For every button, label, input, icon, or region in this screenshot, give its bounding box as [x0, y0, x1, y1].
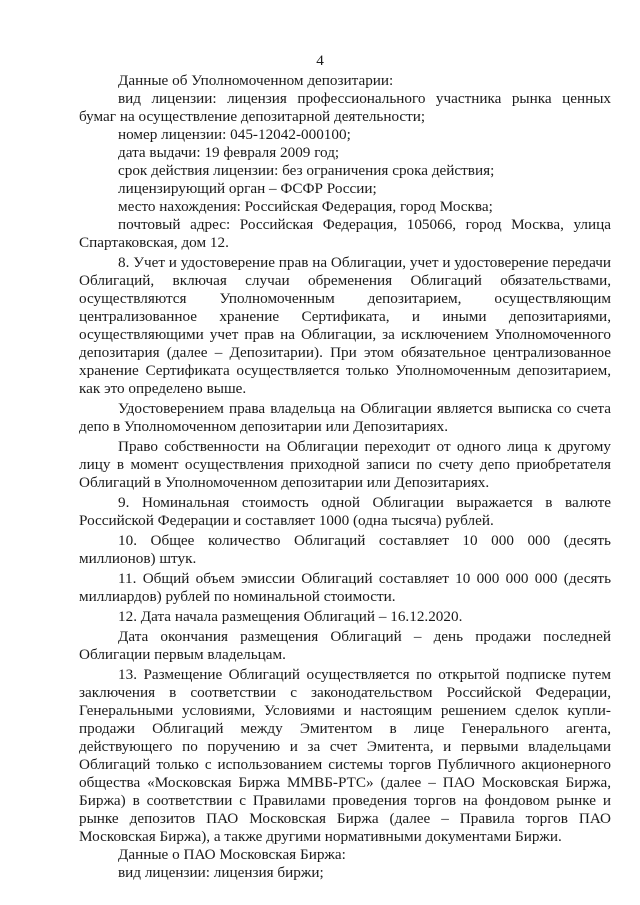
paragraph-section-8: 8. Учет и удостоверение прав на Облигации, учет и удостоверение передачи Облигаций, включая случаи обременения Облигаций обязательствами, осуществляются Уполномоченным депозитарием, осуществляющим централизованное хранение Сертификата, и иными депозитариями, осуществляющими учет прав на Облигации, за исключением Уполномоченного депозитария (далее – Депозитарии). При этом обязательное централизованное хранение Сертификата осуществляется только Уполномоченным депозитарием, как это определено выше.	[79, 254, 611, 397]
paragraph-exchange-license-type: вид лицензии: лицензия биржи;	[118, 864, 324, 881]
paragraph-ownership-transfer: Право собственности на Облигации переходит от одного лица к другому лицу в момент осуществления приходной записи по счету депо приобретателя Облигаций в Уполномоченном депозитарии или Депозитариях.	[79, 438, 611, 491]
paragraph-location: место нахождения: Российская Федерация, город Москва;	[118, 198, 493, 215]
paragraph-section-9: 9. Номинальная стоимость одной Облигации выражается в валюте Российской Федерации и составляет 1000 (одна тысяча) рублей.	[79, 494, 611, 529]
paragraph-placement-end: Дата окончания размещения Облигаций – день продажи последней Облигации первым владельцам.	[79, 628, 611, 663]
paragraph-section-12: 12. Дата начала размещения Облигаций – 16.12.2020.	[118, 608, 463, 625]
document-body	[79, 72, 611, 882]
paragraph-license-term: срок действия лицензии: без ограничения срока действия;	[118, 162, 495, 179]
paragraph-postal-address: почтовый адрес: Российская Федерация, 105066, город Москва, улица Спартаковская, дом 12.	[79, 216, 611, 251]
paragraph-licensing-authority: лицензирующий орган – ФСФР России;	[118, 180, 377, 197]
paragraph-section-13: 13. Размещение Облигаций осуществляется по открытой подписке путем заключения в соответствии с законодательством Российской Федерации, Генеральными условиями, Условиями и настоящим решением сделок купли-продажи Облигаций между Эмитентом в лице Генерального агента, действующего по поручению и за счет Эмитента, и первыми владельцами Облигаций только с использованием системы торгов Публичного акционерного общества «Московская Биржа ММВБ-РТС» (далее – ПАО Московская Биржа, Биржа) в соответствии с Правилами проведения торгов на фондовом рынке и рынке депозитов ПАО Московская Биржа (далее – Правила торгов ПАО Московская Биржа), а также другими нормативными документами Биржи.	[79, 666, 611, 845]
paragraph-section-10: 10. Общее количество Облигаций составляет 10 000 000 (десять миллионов) штук.	[79, 532, 611, 567]
paragraph-exchange-heading: Данные о ПАО Московская Биржа:	[118, 846, 346, 863]
paragraph-issue-date: дата выдачи: 19 февраля 2009 год;	[118, 144, 340, 161]
page-number: 4	[316, 52, 324, 69]
paragraph-section-11: 11. Общий объем эмиссии Облигаций составляет 10 000 000 000 (десять миллиардов) рублей по номинальной стоимости.	[79, 570, 611, 605]
paragraph-ownership-proof: Удостоверением права владельца на Облигации является выписка со счета депо в Уполномоченном депозитарии или Депозитариях.	[79, 400, 611, 435]
paragraph-license-number: номер лицензии: 045-12042-000100;	[118, 126, 351, 143]
paragraph-license-type: вид лицензии: лицензия профессионального участника рынка ценных бумаг на осуществление депозитарной деятельности;	[79, 90, 611, 125]
paragraph-depositary-heading: Данные об Уполномоченном депозитарии:	[118, 72, 394, 89]
